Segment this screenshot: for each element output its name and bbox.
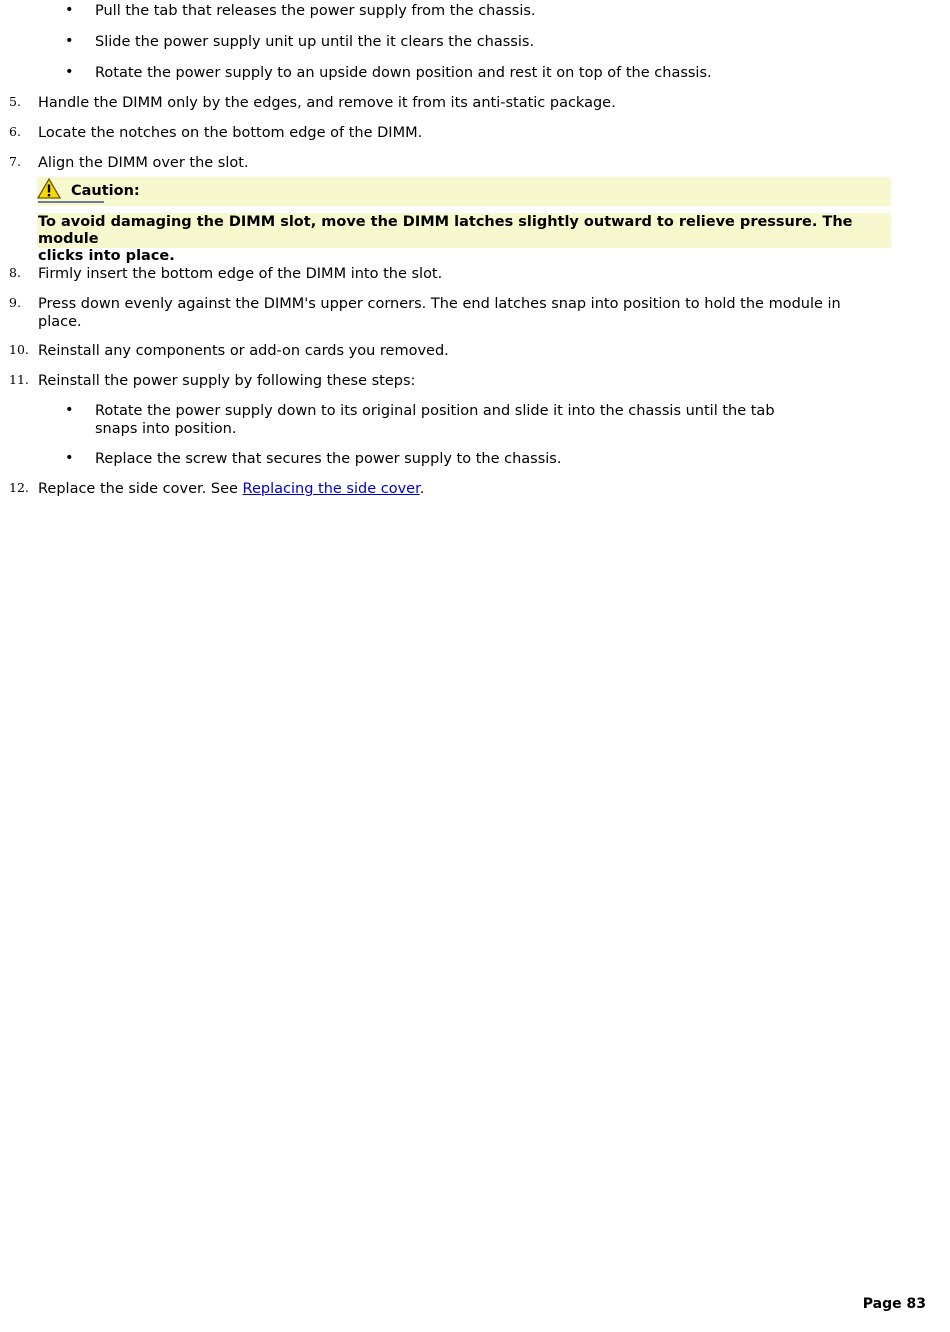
step-number: 10. (9, 342, 29, 357)
step-text-lead: Replace the side cover. See (38, 481, 243, 497)
caution-underline (38, 201, 104, 203)
step-number: 6. (9, 124, 21, 139)
step-text-line: Press down evenly against the DIMM's upper corners. The end latches snap into position to hold the module in (38, 296, 841, 312)
step-text: Firmly insert the bottom edge of the DIMM into the slot. (38, 266, 443, 282)
caution-body (37, 213, 891, 264)
list-item-text-line: snaps into position. (95, 421, 237, 437)
caution-header (37, 177, 891, 206)
caution-text (38, 214, 888, 265)
step-text (38, 295, 841, 331)
bullet-dot: • (65, 402, 74, 418)
step-number: 5. (9, 94, 21, 109)
step-text: Reinstall any components or add-on cards you removed. (38, 343, 449, 359)
step-text-tail: . (419, 481, 425, 497)
step-text: Locate the notches on the bottom edge of the DIMM. (38, 125, 423, 141)
step-number: 7. (9, 154, 21, 169)
list-item-text: Slide the power supply unit up until the it clears the chassis. (95, 34, 535, 50)
caution-text-line: To avoid damaging the DIMM slot, move the DIMM latches slightly outward to relieve pressure. The module (38, 214, 853, 247)
step-text (38, 480, 424, 498)
list-item-text: Pull the tab that releases the power supply from the chassis. (95, 3, 536, 19)
step-text: Handle the DIMM only by the edges, and remove it from its anti-static package. (38, 95, 616, 111)
list-item-text (95, 402, 775, 438)
step-text: Reinstall the power supply by following these steps: (38, 373, 416, 389)
list-item-text-line: Rotate the power supply down to its original position and slide it into the chassis until the tab (95, 403, 775, 419)
list-item-text: Replace the screw that secures the power supply to the chassis. (95, 451, 562, 467)
caution-text-line: clicks into place. (38, 248, 175, 264)
page-number: Page 83 (862, 1296, 926, 1312)
step-number: 8. (9, 265, 21, 280)
step-text-line: place. (38, 314, 82, 330)
step-number: 11. (9, 372, 29, 387)
bullet-dot: • (65, 64, 74, 80)
warning-icon (37, 178, 61, 200)
bullet-dot: • (65, 2, 74, 18)
step-number: 12. (9, 480, 29, 495)
list-item-text: Rotate the power supply to an upside down position and rest it on top of the chassis. (95, 65, 712, 81)
step-number: 9. (9, 295, 21, 310)
step-text: Align the DIMM over the slot. (38, 155, 249, 171)
bullet-dot: • (65, 33, 74, 49)
caution-label: Caution: (71, 183, 140, 199)
replacing-side-cover-link[interactable]: Replacing the side cover (242, 481, 420, 497)
bullet-dot: • (65, 450, 74, 466)
